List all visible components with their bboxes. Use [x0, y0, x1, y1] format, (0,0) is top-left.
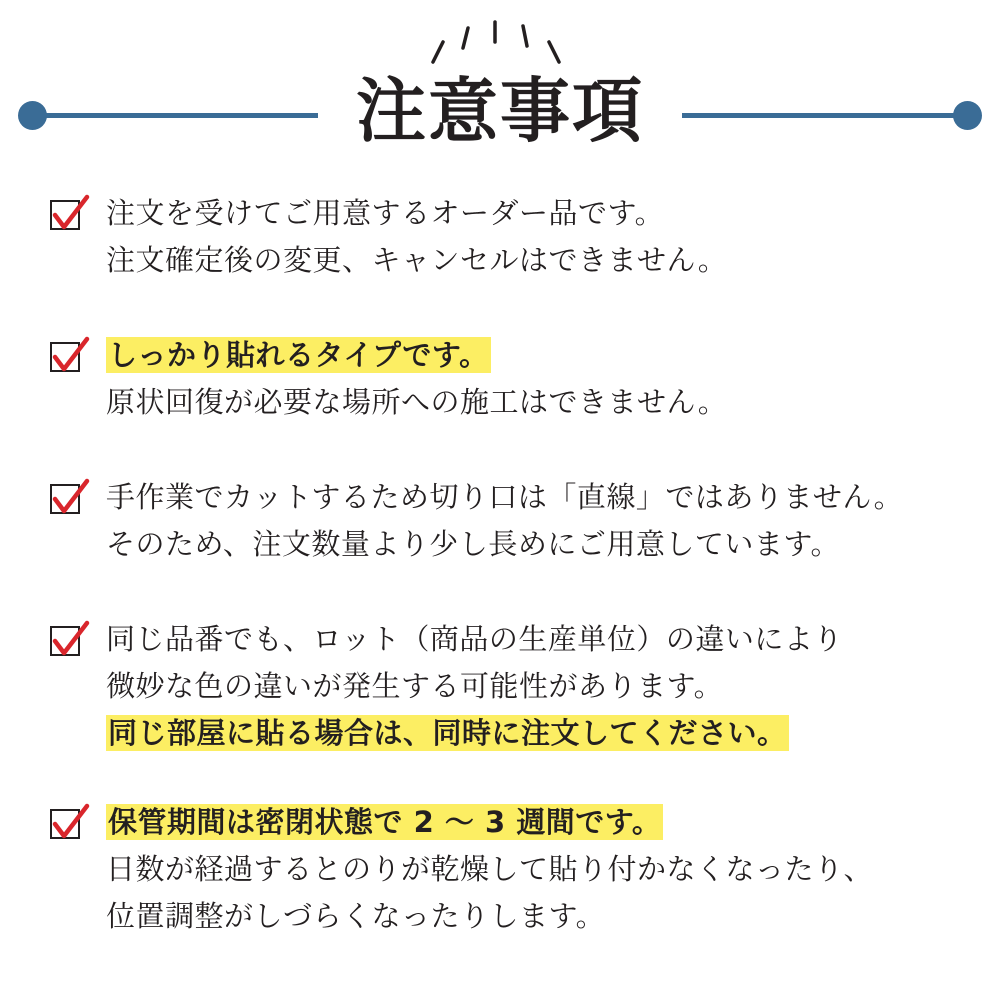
- note-line-highlighted: しっかり貼れるタイプです。: [108, 338, 489, 372]
- note-line: 手作業でカットするため切り口は「直線」ではありません。: [106, 480, 904, 514]
- note-line: 注文確定後の変更、キャンセルはできません。: [106, 243, 728, 277]
- note-line-highlighted: 同じ部屋に貼る場合は、同時に注文してください。: [108, 716, 787, 750]
- checkbox-checked-icon: [48, 338, 84, 374]
- list-item-text: [106, 474, 950, 568]
- sparkle-lines-icon: [425, 18, 575, 70]
- notes-list: [0, 190, 1000, 940]
- note-line: 同じ品番でも、ロット（商品の生産単位）の違いにより: [106, 622, 843, 656]
- list-item-text: [106, 332, 950, 426]
- note-line: そのため、注文数量より少し長めにご用意しています。: [106, 527, 841, 561]
- list-item: [48, 190, 950, 284]
- checkbox-checked-icon: [48, 622, 84, 658]
- note-line: 微妙な色の違いが発生する可能性があります。: [106, 669, 724, 703]
- checkbox-checked-icon: [48, 196, 84, 232]
- list-item: [48, 332, 950, 426]
- note-line: 原状回復が必要な場所への施工はできません。: [106, 385, 728, 419]
- note-line: 注文を受けてご用意するオーダー品です。: [106, 196, 665, 230]
- note-line: 位置調整がしづらくなったりします。: [106, 899, 606, 933]
- list-item: [48, 474, 950, 568]
- list-item-text: [106, 190, 950, 284]
- checkbox-checked-icon: [48, 805, 84, 841]
- note-line: 日数が経過するとのりが乾燥して貼り付かなくなったり、: [106, 852, 874, 886]
- checkbox-checked-icon: [48, 480, 84, 516]
- list-item-text: [106, 799, 950, 940]
- list-item: [48, 799, 950, 940]
- page-title: 注意事項: [356, 70, 644, 152]
- list-item-text: [106, 616, 950, 757]
- page-header: [0, 0, 1000, 175]
- list-item: [48, 616, 950, 757]
- note-line-highlighted: 保管期間は密閉状態で 2 〜 3 週間です。: [108, 805, 662, 839]
